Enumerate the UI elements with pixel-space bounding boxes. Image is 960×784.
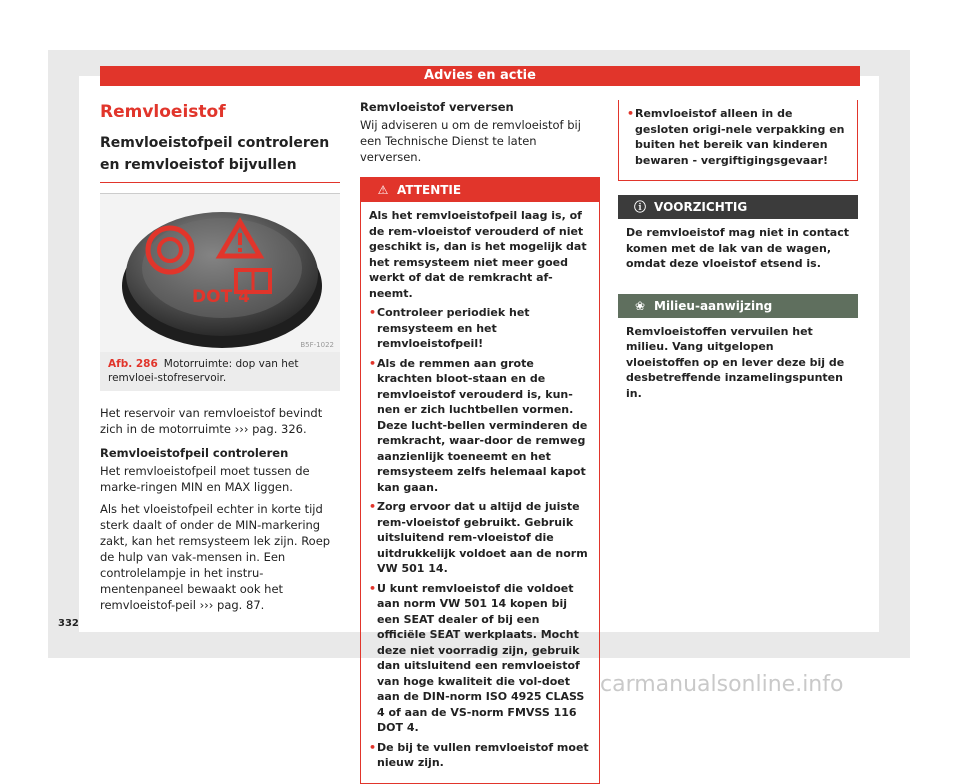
figure-label: Afb. 286 <box>108 358 158 370</box>
attention-continued-box <box>618 100 858 181</box>
info-circle-icon: ⓘ <box>633 200 646 214</box>
environment-box <box>618 294 858 412</box>
page-title: Remvloeistof <box>100 102 226 122</box>
dot4-label: DOT 4 <box>192 287 250 307</box>
caution-text: De remvloeistof mag niet in contact komen met de lak van de wagen, omdat deze vloeistof etsend is. <box>626 226 850 270</box>
attention-item: • Zorg ervoor dat u altijd de juiste rem-vloeistof gebruikt. Gebruik uitsluitend rem-vloeistof die uitdrukkelijk voldoet aan de norm VW 501 14. <box>369 499 591 577</box>
attention-title: ATTENTIE <box>397 183 462 197</box>
section-header: Advies en actie <box>100 66 860 86</box>
environment-header <box>618 294 858 318</box>
watermark: carmanualsonline.info <box>600 672 844 697</box>
attention-header <box>361 178 599 202</box>
paragraph: Het remvloeistofpeil moet tussen de marke-ringen MIN en MAX liggen. <box>100 464 310 494</box>
caution-header <box>618 195 858 219</box>
attention-box <box>360 177 600 784</box>
caution-body <box>618 219 858 282</box>
attention-item: • U kunt remvloeistof die voldoet aan norm VW 501 14 kopen bij een SEAT dealer of bij een officiële SEAT werkplaats. Mocht deze niet voorradig zijn, gebruik dan uitsluitend een remvloeistof van hoge kwaliteit die vol-doet aan de DIN-norm ISO 4925 CLASS 4 of aan de VS-norm FMVSS 116 DOT 4. <box>369 581 591 736</box>
environment-title: Milieu-aanwijzing <box>654 298 773 313</box>
paragraph: Het reservoir van remvloeistof bevindt zich in de motorruimte ››› pag. 326. <box>100 406 323 436</box>
attention-intro: Als het remvloeistofpeil laag is, of de rem-vloeistof verouderd of niet geschikt is, dan is het mogelijk dat het remsysteem niet meer goed werkt of dat de remkracht af-neemt. <box>369 209 587 300</box>
section-subtitle: Remvloeistofpeil controleren en remvloeistof bijvullen <box>100 132 340 183</box>
column-right <box>618 100 858 411</box>
paragraph: Als het vloeistofpeil echter in korte tijd sterk daalt of onder de MIN-markering zakt, kan het remsysteem lek zijn. Roep de hulp van vak-mensen in. Een controlelampje in het instru-mentenpaneel bewaakt ook het remvloeistof-peil ››› pag. 87. <box>100 502 331 612</box>
caution-box <box>618 195 858 282</box>
subheading: Remvloeistofpeil controleren <box>100 446 289 460</box>
attention-body <box>361 202 599 783</box>
warning-triangle-icon: ⚠ <box>377 183 389 197</box>
figure-brake-fluid-cap <box>100 193 340 352</box>
figure-caption-text: Motorruimte: dop van het remvloei-stofreservoir. <box>108 358 299 384</box>
brake-fluid-cap-image <box>100 194 340 352</box>
attention-item: • De bij te vullen remvloeistof moet nieuw zijn. <box>369 740 591 771</box>
attention-item: • Controleer periodiek het remsysteem en het remvloeistofpeil! <box>369 305 591 352</box>
page-number: 332 <box>58 618 79 629</box>
column-left <box>100 100 340 619</box>
caution-title: VOORZICHTIG <box>654 200 748 214</box>
flower-icon: ❀ <box>634 298 646 313</box>
environment-body <box>618 318 858 412</box>
attention-continued-body <box>619 100 857 180</box>
column-middle <box>360 100 600 784</box>
environment-text: Remvloeistoffen vervuilen het milieu. Vang uitgelopen vloeistoffen op en lever deze bij de desbetreffende inzamelingspunten in. <box>626 324 845 400</box>
figure-caption <box>100 352 340 391</box>
attention-item: • Als de remmen aan grote krachten bloot-staan en de remvloeistof verouderd is, kun-nen er zich luchtbellen vormen. Deze lucht-bellen verminderen de remkracht, waar-door de remweg aanzienlijk toeneemt en het remsysteem zelfs helemaal kapot kan gaan. <box>369 356 591 496</box>
figure-code: B5F-1022 <box>300 341 334 349</box>
attention-item: • Remvloeistof alleen in de gesloten origi-nele verpakking en buiten het bereik van kinderen bewaren - vergiftigingsgevaar! <box>627 106 849 168</box>
subheading: Remvloeistof verversen <box>360 100 514 114</box>
paragraph: Wij adviseren u om de remvloeistof bij een Technische Dienst te laten verversen. <box>360 118 581 164</box>
